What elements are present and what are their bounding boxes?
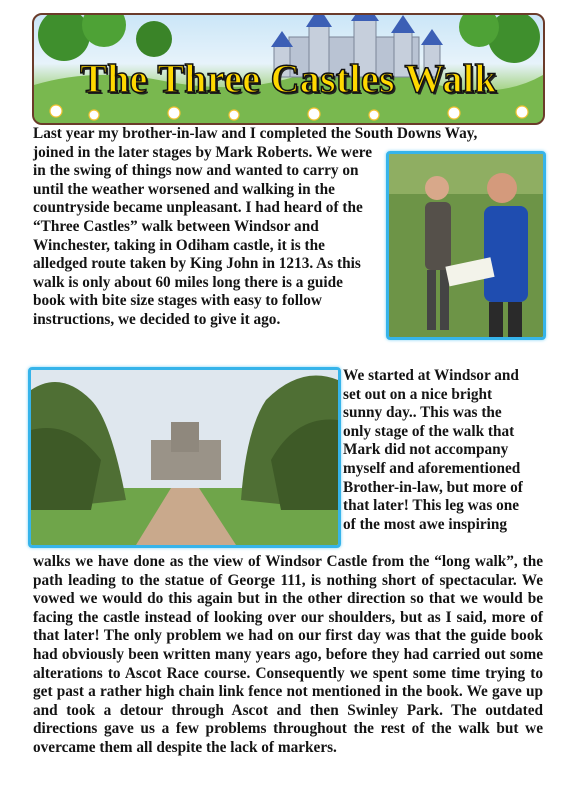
windsor-castle-photo bbox=[28, 367, 341, 548]
title-banner bbox=[32, 13, 545, 125]
article-paragraph-2: We started at Windsor and set out on a nice bright sunny day.. This was the only stage of the walk that Mark did not accompany myself and aforementioned Brother-in-law, but more of that later! This leg was one of the most awe inspiring bbox=[343, 367, 523, 533]
walkers-photo bbox=[386, 151, 546, 340]
article-line-1: Last year my brother-in-law and I completed the South Downs Way, bbox=[33, 125, 478, 142]
page-title: The Three Castles Walk bbox=[80, 56, 497, 101]
article-paragraph-3: walks we have done as the view of Windsor Castle from the “long walk”, the path leading to the statue of George 111, is nothing short of spectacular. We vowed we would do this again but in the other direction so that we would be facing the castle instead of looking over our shoulders, but as I said, more of that later! The only problem we had on our first day was that the guide book had obviously been written many years ago, before they had carried out some alterations to Ascot Race course. Consequently we spent some time trying to get past a rather high chain link fence not mentioned in the book. We gave up and took a detour through Ascot and then Swinley Park. The outdated directions gave us a few problems throughout the rest of the walk but we overcame them all despite the lack of markers. bbox=[33, 553, 543, 756]
article-paragraph-1: joined in the later stages by Mark Roberts. We were in the swing of things now and wanted to carry on until the weather worsened and walking in the countryside became unpleasant. I had heard of the “Three Castles” walk between Windsor and Winchester, taking in Odiham castle, it is the alledged route taken by King John in 1213. As this walk is only about 60 miles long there is a guide book with bite size stages with easy to follow instructions, we decided to give it ago. bbox=[33, 143, 373, 328]
